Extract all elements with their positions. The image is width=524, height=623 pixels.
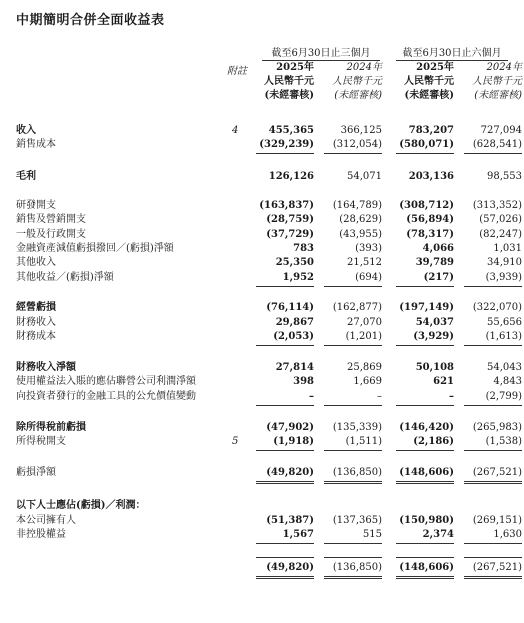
- total-rule: [396, 557, 454, 558]
- col-2024-h-value: (313,352): [472, 200, 522, 211]
- row-label: 經營虧損: [16, 302, 56, 313]
- col-2024-q-value: (164,789): [332, 200, 382, 211]
- col-2025-h-value: (308,712): [399, 200, 454, 211]
- total-rule: [256, 578, 314, 579]
- total-rule: [464, 405, 522, 406]
- col-2025-q-value: (47,902): [266, 422, 314, 433]
- col-2025-h-value: 50,108: [415, 362, 454, 373]
- col-2024-h-value: (1,538): [485, 436, 522, 447]
- row-label: 向投資者發行的金融工具的公允價值變動: [16, 391, 196, 402]
- col-2025-h-value: 4,066: [422, 243, 454, 254]
- table-row: [0, 466, 524, 479]
- total-rule: [464, 450, 522, 451]
- col-2024-q-value: (135,339): [332, 422, 382, 433]
- table-row: [0, 316, 524, 329]
- year-2024-h: 2024年: [486, 62, 522, 73]
- table-row: [0, 170, 524, 183]
- col-2024-h-value: (2,799): [485, 391, 522, 402]
- total-rule: [396, 578, 454, 579]
- col-2025-h-value: (217): [423, 272, 454, 283]
- col-2024-h-value: (1,613): [485, 331, 522, 342]
- col-2025-h-value: (580,071): [399, 139, 454, 150]
- col-2024-q-value: 54,071: [347, 171, 382, 182]
- col-2024-h-value: 54,043: [487, 362, 522, 373]
- total-rule: [464, 576, 522, 577]
- total-rule: [324, 578, 382, 579]
- row-label: 財務收入淨額: [16, 362, 76, 373]
- table-row: [0, 375, 524, 388]
- row-note: 5: [232, 436, 239, 447]
- col-2025-h-value: 39,789: [415, 257, 454, 268]
- total-rule: [396, 483, 454, 484]
- total-rule: [396, 345, 454, 346]
- total-rule: [324, 481, 382, 482]
- col-2025-q-value: (51,387): [266, 515, 314, 526]
- col-2025-q-value: 1,952: [282, 272, 314, 283]
- row-label: 所得稅開支: [16, 436, 66, 447]
- col-2025-h-value: 54,037: [415, 317, 454, 328]
- row-label: 使用權益法入賬的應佔聯營公司利潤淨額: [16, 376, 196, 387]
- col-2025-q-value: –: [309, 391, 314, 402]
- col-2025-q-value: 455,365: [268, 125, 314, 136]
- table-row: [0, 435, 524, 448]
- row-label: 除所得稅前虧損: [16, 422, 86, 433]
- col-2025-h-value: 203,136: [408, 171, 454, 182]
- row-label: 金融資產減值虧損撥回／(虧損)淨額: [16, 243, 174, 254]
- table-row: [0, 199, 524, 212]
- currency-2024-q: 人民幣千元: [332, 76, 382, 87]
- col-2024-q-value: (162,877): [332, 302, 382, 313]
- total-rule: [256, 153, 314, 154]
- col-2024-q-value: (136,850): [332, 467, 382, 478]
- col-2025-h-value: 783,207: [408, 125, 454, 136]
- total-rule: [396, 450, 454, 451]
- col-2025-h-value: (3,929): [413, 331, 454, 342]
- col-2025-q-value: 783: [293, 243, 314, 254]
- total-rule: [324, 543, 382, 544]
- col-2024-q-value: (43,955): [339, 229, 382, 240]
- total-rule: [256, 557, 314, 558]
- col-2025-h-value: (148,606): [399, 562, 454, 573]
- col-2024-h-value: 727,094: [480, 125, 522, 136]
- col-2025-q-value: (76,114): [266, 302, 314, 313]
- col-2024-q-value: 515: [362, 529, 382, 540]
- table-row: [0, 390, 524, 403]
- row-label: 一般及行政開支: [16, 229, 86, 240]
- col-2024-h-value: (82,247): [479, 229, 522, 240]
- table-row: [0, 528, 524, 541]
- table-row: [0, 124, 524, 137]
- col-2024-h-value: (267,521): [472, 467, 522, 478]
- total-rule: [464, 543, 522, 544]
- total-rule: [324, 405, 382, 406]
- note-column-header: 附註: [227, 66, 247, 77]
- col-2024-q-value: 27,070: [347, 317, 382, 328]
- col-2024-h-value: 98,553: [487, 171, 522, 182]
- col-2025-q-value: 1,567: [282, 529, 314, 540]
- col-2024-h-value: (267,521): [472, 562, 522, 573]
- row-label: 收入: [16, 125, 36, 136]
- row-label: 以下人士應佔(虧損)／利潤：: [16, 500, 146, 511]
- col-2025-h-value: –: [449, 391, 454, 402]
- col-2025-q-value: (329,239): [259, 139, 314, 150]
- total-rule: [256, 450, 314, 451]
- total-rule: [256, 481, 314, 482]
- col-2024-q-value: (136,850): [332, 562, 382, 573]
- col-2025-h-value: (78,317): [406, 229, 454, 240]
- col-2025-h-value: (148,606): [399, 467, 454, 478]
- col-2025-q-value: (49,820): [266, 562, 314, 573]
- row-label: 毛利: [16, 171, 36, 182]
- year-2025-q: 2025年: [276, 62, 314, 73]
- year-2025-h: 2025年: [416, 62, 454, 73]
- total-rule: [324, 557, 382, 558]
- col-2024-q-value: (694): [355, 272, 382, 283]
- table-row: [0, 561, 524, 574]
- total-rule: [464, 557, 522, 558]
- total-rule: [464, 286, 522, 287]
- total-rule: [256, 543, 314, 544]
- col-2025-h-value: (150,980): [399, 515, 454, 526]
- total-rule: [256, 345, 314, 346]
- col-2024-q-value: (393): [355, 243, 382, 254]
- col-2024-q-value: (137,365): [332, 515, 382, 526]
- row-label: 非控股權益: [16, 529, 66, 540]
- total-rule: [324, 483, 382, 484]
- page-title: 中期簡明合併全面收益表: [16, 13, 165, 28]
- table-row: [0, 421, 524, 434]
- total-rule: [464, 481, 522, 482]
- col-2025-q-value: (49,820): [266, 467, 314, 478]
- col-2024-q-value: 1,669: [353, 376, 382, 387]
- col-2025-h-value: 2,374: [422, 529, 454, 540]
- total-rule: [256, 286, 314, 287]
- col-2024-h-value: 1,031: [493, 243, 522, 254]
- table-row: [0, 514, 524, 527]
- table-row: [0, 228, 524, 241]
- col-2024-h-value: (322,070): [472, 302, 522, 313]
- col-2024-h-value: 34,910: [487, 257, 522, 268]
- audit-2024-h: (未經審核): [474, 90, 522, 101]
- period-six-months: 截至6月30日止六個月: [396, 44, 508, 61]
- table-row: [0, 301, 524, 314]
- col-2024-q-value: –: [377, 391, 382, 402]
- total-rule: [256, 576, 314, 577]
- table-row: [0, 213, 524, 226]
- col-2024-q-value: 21,512: [347, 257, 382, 268]
- total-rule: [324, 345, 382, 346]
- col-2024-q-value: 25,869: [347, 362, 382, 373]
- row-label: 虧損淨額: [16, 467, 56, 478]
- row-label: 本公司擁有人: [16, 515, 76, 526]
- row-note: 4: [232, 125, 239, 136]
- currency-2025-q: 人民幣千元: [264, 76, 314, 87]
- col-2025-q-value: (2,053): [273, 331, 314, 342]
- total-rule: [396, 481, 454, 482]
- table-row: [0, 271, 524, 284]
- row-label: 銷售及營銷開支: [16, 214, 86, 225]
- col-2025-q-value: 126,126: [268, 171, 314, 182]
- year-2024-q: 2024年: [346, 62, 382, 73]
- total-rule: [464, 578, 522, 579]
- currency-2024-h: 人民幣千元: [472, 76, 522, 87]
- col-2025-q-value: (28,759): [266, 214, 314, 225]
- audit-2025-q: (未經審核): [264, 90, 314, 101]
- col-2025-h-value: 621: [433, 376, 454, 387]
- col-2025-q-value: 398: [293, 376, 314, 387]
- table-row: [0, 242, 524, 255]
- table-row: [0, 361, 524, 374]
- row-label: 財務成本: [16, 331, 56, 342]
- col-2024-h-value: (269,151): [472, 515, 522, 526]
- col-2024-q-value: 366,125: [340, 125, 382, 136]
- total-rule: [324, 576, 382, 577]
- table-row: [0, 499, 524, 512]
- table-row: [0, 256, 524, 269]
- row-label: 研發開支: [16, 200, 56, 211]
- total-rule: [464, 483, 522, 484]
- total-rule: [324, 153, 382, 154]
- col-2025-q-value: 29,867: [275, 317, 314, 328]
- total-rule: [256, 483, 314, 484]
- row-label: 銷售成本: [16, 139, 56, 150]
- col-2024-h-value: 55,656: [487, 317, 522, 328]
- col-2025-h-value: (56,894): [406, 214, 454, 225]
- col-2024-h-value: 4,843: [493, 376, 522, 387]
- table-row: [0, 330, 524, 343]
- col-2025-q-value: (37,729): [266, 229, 314, 240]
- col-2025-q-value: 27,814: [275, 362, 314, 373]
- currency-2025-h: 人民幣千元: [404, 76, 454, 87]
- col-2024-q-value: (1,511): [345, 436, 382, 447]
- row-label: 其他收益／(虧損)淨額: [16, 272, 114, 283]
- audit-2025-h: (未經審核): [404, 90, 454, 101]
- audit-2024-q: (未經審核): [334, 90, 382, 101]
- col-2025-h-value: (2,186): [413, 436, 454, 447]
- row-label: 其他收入: [16, 257, 56, 268]
- col-2024-h-value: (628,541): [472, 139, 522, 150]
- col-2025-q-value: (1,918): [273, 436, 314, 447]
- total-rule: [396, 576, 454, 577]
- total-rule: [256, 405, 314, 406]
- table-row: [0, 138, 524, 151]
- period-three-months: 截至6月30日止三個月: [262, 44, 380, 61]
- total-rule: [324, 286, 382, 287]
- col-2025-h-value: (197,149): [399, 302, 454, 313]
- total-rule: [324, 450, 382, 451]
- col-2025-q-value: (163,837): [259, 200, 314, 211]
- total-rule: [396, 543, 454, 544]
- row-label: 財務收入: [16, 317, 56, 328]
- col-2024-h-value: (3,939): [485, 272, 522, 283]
- col-2025-q-value: 25,350: [275, 257, 314, 268]
- col-2025-h-value: (146,420): [399, 422, 454, 433]
- col-2024-q-value: (312,054): [332, 139, 382, 150]
- col-2024-q-value: (28,629): [339, 214, 382, 225]
- col-2024-q-value: (1,201): [345, 331, 382, 342]
- total-rule: [396, 153, 454, 154]
- total-rule: [396, 286, 454, 287]
- col-2024-h-value: (265,983): [472, 422, 522, 433]
- total-rule: [396, 405, 454, 406]
- total-rule: [464, 153, 522, 154]
- total-rule: [464, 345, 522, 346]
- col-2024-h-value: (57,026): [479, 214, 522, 225]
- col-2024-h-value: 1,630: [493, 529, 522, 540]
